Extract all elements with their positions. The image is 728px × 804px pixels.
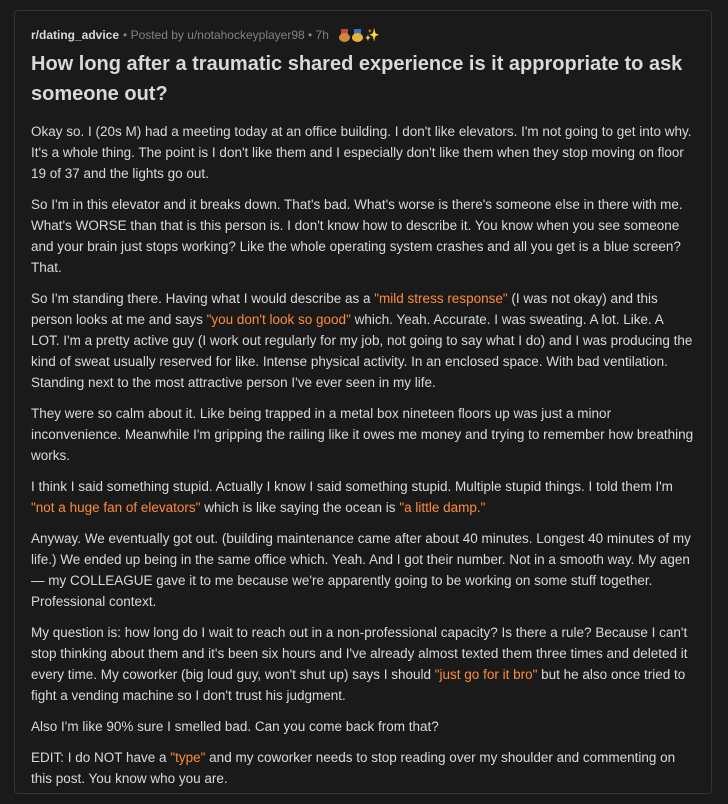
post-body xyxy=(31,121,694,789)
paragraph-text: and my coworker needs to stop reading over my shoulder and commenting on this post. You know who you are. xyxy=(31,750,676,786)
paragraph-text: which. Yeah. Accurate. I was sweating. A lot. Like. A LOT. I'm a pretty active guy (I work out regularly for my job, not going to say what I do) and I was producing the kind of sweat usually reserved for like. Intense physical activity. In an enclosed space. With bad ventilation. Standing next to the most attractive person I've ever seen in my life. xyxy=(31,312,693,390)
post-paragraph xyxy=(31,622,694,706)
post-paragraph xyxy=(31,121,694,184)
post-card xyxy=(14,10,712,794)
highlighted-quote: "you don't look so good" xyxy=(206,312,351,327)
paragraph-text: So I'm standing there. Having what I would describe as a xyxy=(31,291,375,306)
paragraph-text: So I'm in this elevator and it breaks down. That's bad. What's worse is there's someone else in there with me. What's WORSE than that is this person is. I don't know how to describe it. You know when you see someone and your brain just stops working? Like the whole operating system crashes and all you get is a blue screen? That. xyxy=(31,197,683,275)
paragraph-text: They were so calm about it. Like being trapped in a metal box nineteen floors up was just a minor inconvenience. Meanwhile I'm gripping the railing like it owes me money and trying to remember how breathing works. xyxy=(31,406,694,463)
post-paragraph xyxy=(31,403,694,466)
highlighted-quote: "mild stress response" xyxy=(374,291,508,306)
highlighted-quote: "not a huge fan of elevators" xyxy=(31,500,201,515)
posted-by[interactable]: • Posted by u/notahockeyplayer98 • 7h xyxy=(123,28,329,42)
paragraph-text: My question is: how long do I wait to reach out in a non-professional capacity? Is there a rule? Because I can't stop thinking about them and it's been six hours and I've already almost texted them three times and deleted it every time. My coworker (big loud guy, won't shut up) says I should xyxy=(31,625,688,682)
post-paragraph xyxy=(31,194,694,278)
paragraph-text: (I was not okay) and this person looks at me and says xyxy=(31,291,658,327)
post-paragraph xyxy=(31,528,694,612)
post-meta xyxy=(31,27,694,43)
gold-medal-icon xyxy=(352,29,363,42)
post-paragraph xyxy=(31,716,694,737)
paragraph-text: EDIT: I do NOT have a xyxy=(31,750,171,765)
post-paragraph xyxy=(31,476,694,518)
paragraph-text: Also I'm like 90% sure I smelled bad. Can you come back from that? xyxy=(31,719,439,734)
highlighted-quote: "a little damp." xyxy=(399,500,486,515)
subreddit-link[interactable]: r/dating_advice xyxy=(31,28,120,42)
paragraph-text: but he also once tried to fight a vending machine so I don't trust his judgment. xyxy=(31,667,686,703)
post-title[interactable]: How long after a traumatic shared experience is it appropriate to ask someone out? xyxy=(31,53,683,105)
paragraph-text: I think I said something stupid. Actually I know I said something stupid. Multiple stupid things. I told them I'm xyxy=(31,479,673,494)
post-paragraph xyxy=(31,288,694,393)
paragraph-text: Okay so. I (20s M) had a meeting today at an office building. I don't like elevators. I'm not going to get into why. It's a whole thing. The point is I don't like them and I especially don't like them when they stop moving on floor 19 of 37 and the lights go out. xyxy=(31,124,692,181)
paragraph-text: which is like saying the ocean is xyxy=(200,500,400,515)
highlighted-quote: "type" xyxy=(170,750,206,765)
awards[interactable] xyxy=(339,27,380,43)
sparkle-icon: ✨ xyxy=(364,28,380,42)
highlighted-quote: "just go for it bro" xyxy=(434,667,538,682)
paragraph-text: Anyway. We eventually got out. (building maintenance came after about 40 minutes. Longest 40 minutes of my life.) We ended up being in the same office which. Yeah. And I got their number. Not in a smooth way. My agen— my COLLEAGUE gave it to me because we're apparently going to be working on some stuff together. Professional context. xyxy=(31,531,691,609)
post-paragraph xyxy=(31,747,694,789)
bronze-medal-icon xyxy=(339,29,350,42)
